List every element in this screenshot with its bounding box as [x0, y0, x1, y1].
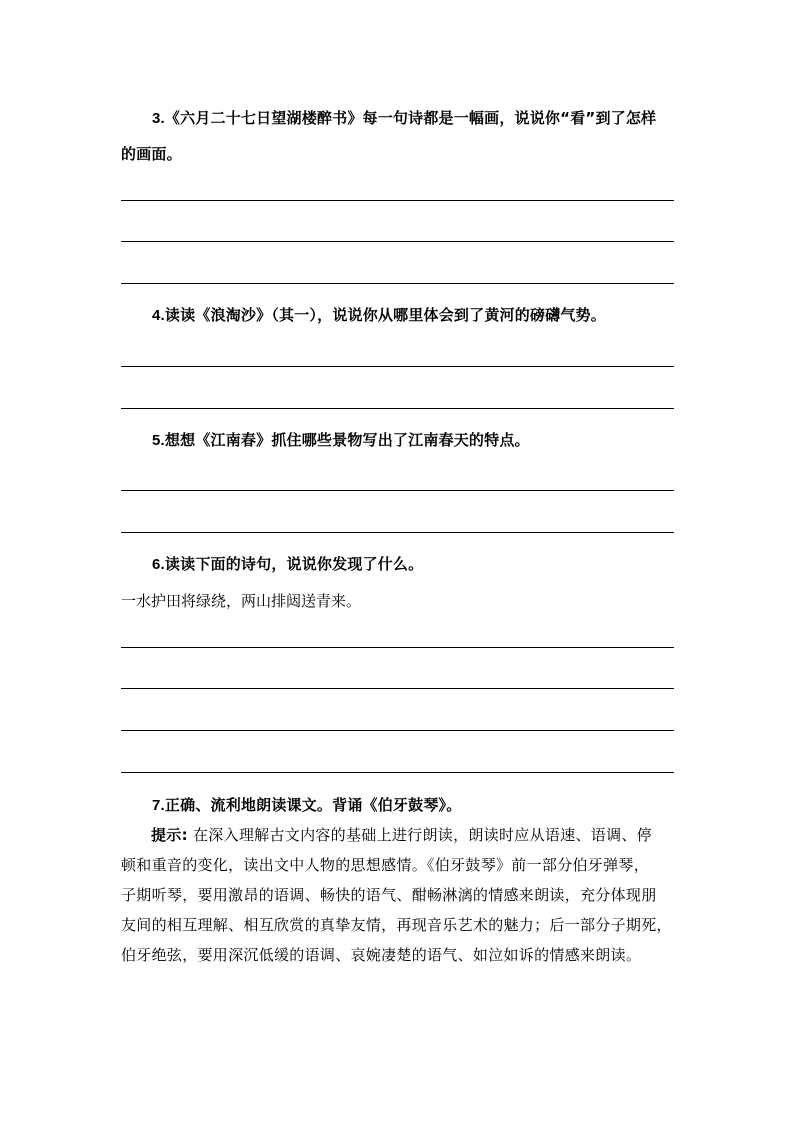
question-7-number: 7. [152, 797, 165, 814]
question-3-number: 3. [152, 110, 165, 127]
answer-line[interactable] [121, 647, 674, 648]
answer-line[interactable] [121, 730, 674, 731]
question-3-text: 《六月二十七日望湖楼醉书》每一句诗都是一幅画，说说你“看”到了怎样 [164, 109, 657, 127]
hint-line: 伯牙绝弦，要用深沉低缓的语调、哀婉凄楚的语气、如泣如诉的情感来朗读。 [121, 946, 642, 964]
question-6-text: 读读下面的诗句，说说你发现了什么。 [164, 555, 424, 573]
answer-line[interactable] [121, 688, 674, 689]
answer-line[interactable] [121, 200, 674, 201]
question-3-line-1 [152, 107, 656, 130]
question-7-text: 正确、流利地朗读课文。背诵《伯牙鼓琴》。 [164, 796, 462, 814]
answer-line[interactable] [121, 241, 674, 242]
question-6-number: 6. [152, 556, 165, 573]
question-3-line-2: 的画面。 [121, 145, 182, 163]
answer-line[interactable] [121, 283, 674, 284]
question-6 [152, 553, 423, 576]
hint-line: 友间的相互理解、相互欣赏的真挚友情，再现音乐艺术的魅力；后一部分子期死， [121, 916, 672, 934]
answer-line[interactable] [121, 366, 674, 367]
answer-line[interactable] [121, 408, 674, 409]
question-4-text: 读读《浪淘沙》（其一），说说你从哪里体会到了黄河的磅礴气势。 [164, 306, 606, 324]
question-5 [152, 429, 530, 452]
question-5-text: 想想《江南春》抓住哪些景物写出了江南春天的特点。 [164, 431, 530, 449]
question-4 [152, 304, 606, 327]
question-6-poem-line: 一水护田将绿绕，两山排闼送青来。 [121, 592, 362, 610]
hint-text: 在深入理解古文内容的基础上进行朗读，朗读时应从语速、语调、停 [187, 826, 652, 844]
hint-label: 提示: [151, 826, 188, 844]
question-5-number: 5. [152, 432, 165, 449]
question-4-number: 4. [152, 307, 165, 324]
answer-line[interactable] [121, 532, 674, 533]
answer-line[interactable] [121, 490, 674, 491]
hint-line: 子期听琴，要用激昂的语调、畅快的语气、酣畅淋漓的情感来朗读，充分体现朋 [121, 886, 657, 904]
question-7-hint [121, 820, 681, 970]
answer-line[interactable] [121, 772, 674, 773]
hint-line: 顿和重音的变化，读出文中人物的思想感情。《伯牙鼓琴》前一部分伯牙弹琴， [121, 856, 650, 874]
question-7 [152, 794, 461, 817]
hint-line [121, 820, 681, 850]
